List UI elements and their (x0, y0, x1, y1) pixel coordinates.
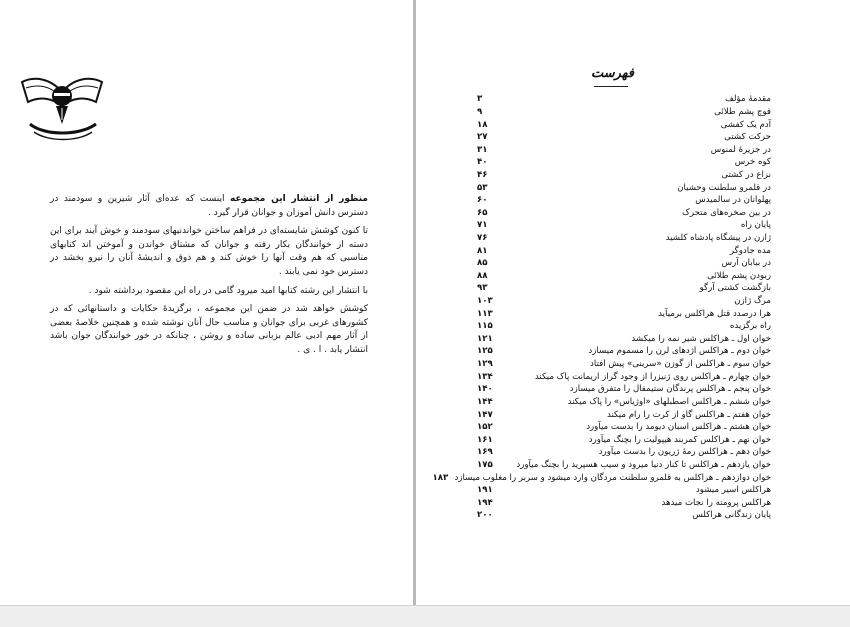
toc-entry-title: خوان ششم ـ هراکلس اصطبلهای «اوژیاس» را پاک میکند (567, 396, 771, 407)
toc-entry-title: در جزیرهٔ لمنوس (710, 144, 771, 155)
toc-entry (477, 131, 771, 144)
toc-entry (432, 471, 771, 484)
toc-entry-page: ۱۹۴ (477, 497, 493, 508)
toc-entry-page: ۵۳ (477, 182, 488, 193)
toc-entry-title: راه برگزیده (729, 321, 771, 332)
toc-entry-title: قوچ پشم طلائی (714, 106, 771, 117)
toc-entry (477, 295, 771, 308)
toc-entry-title: خوان نهم ـ هراکلس کمربند هیپولیت را بچنگ میآورد (588, 434, 771, 445)
introduction-text (50, 193, 368, 363)
toc-entry (477, 118, 771, 131)
toc-entry-page: ۱۴۰ (477, 384, 493, 395)
toc-entry-title: خوان پنجم ـ هراکلس پرندگان ستیمفال را متفرق میسازد (569, 384, 771, 395)
toc-entry-page: ۲۰۰ (477, 510, 493, 521)
toc-entry-page: ۱۰۳ (477, 296, 493, 307)
toc-entry-title: پایان زندگانی هراکلس (692, 510, 771, 521)
toc-entry (477, 169, 771, 182)
toc-entry (477, 459, 771, 472)
toc-entry-page: ۱۱۳ (477, 308, 493, 319)
toc-entry-title: در قلمرو سلطنت وحشیان (677, 182, 771, 193)
intro-paragraph-4: کوشش خواهد شد در ضمن این مجموعه ، برگزیدهٔ حکایات و داستانهائی که در کشورهای غربی برای جوانان و مناسب حال آنان نوشته شده و همچنین خلاصهٔ بعضی از آثار مهم ادبی عالم بزبانی ساده و روشن ، چنانکه در خور خوانندگان جوان باشد انتشار یابد . ا . ی . (50, 304, 368, 355)
toc-entry-page: ۱۲۵ (477, 346, 493, 357)
toc-title-underline (594, 86, 628, 87)
toc-entry-title: حرکت کشتی (724, 132, 771, 143)
publisher-logo (20, 62, 104, 146)
toc-entry (477, 333, 771, 346)
toc-title: فهرست (590, 66, 634, 81)
toc-entry-page: ۱۸ (477, 119, 488, 130)
toc-entry-page: ۳ (477, 94, 483, 105)
toc-entry-title: پهلوانان در سالمیدس (695, 195, 771, 206)
toc-entry (477, 358, 771, 371)
toc-entry-page: ۶۰ (477, 195, 488, 206)
left-page (0, 0, 413, 605)
toc-entry-page: ۱۱۵ (477, 321, 493, 332)
toc-entry-page: ۷۶ (477, 233, 488, 243)
toc-entry-page: ۲۷ (477, 132, 488, 143)
toc-entry (477, 181, 771, 194)
toc-entry (477, 383, 771, 396)
toc-entry (477, 509, 771, 522)
toc-entry-page: ۱۸۳ (432, 472, 449, 483)
toc-entry-title: آدم یک کفشی (720, 119, 771, 130)
toc-entry (477, 270, 771, 283)
toc-entry-page: ۶۵ (477, 207, 488, 218)
toc-entry (477, 282, 771, 295)
toc-entry-page: ۴۶ (477, 169, 488, 180)
toc-entry-page: ۱۲۱ (477, 333, 493, 344)
toc-entry-title: هراکلس پرومته را نجات میدهد (661, 497, 771, 508)
toc-entry (477, 421, 771, 434)
toc-entry-title: ژازن در پیشگاه پادشاه کلشید (665, 233, 771, 243)
toc-entry-title: بازگشت کشتی آرگو (699, 283, 771, 294)
toc-entry-title: در بین صخره‌های متحرک (682, 207, 771, 218)
toc-entry (477, 433, 771, 446)
toc-entry (477, 484, 771, 497)
toc-entry-page: ۹۳ (477, 283, 488, 294)
toc-entry-page: ۱۹۱ (477, 485, 493, 496)
toc-entry-page: ۱۶۱ (477, 434, 493, 445)
intro-paragraph-3: با انتشار این رشته کتابها امید میرود گامی در راه این مقصود برداشته شود . (88, 285, 368, 296)
toc-entry (477, 93, 771, 106)
toc-entry (477, 219, 771, 232)
toc-entry-title: مرگ ژازن (734, 296, 771, 307)
toc-entry (477, 106, 771, 119)
toc-entry-page: ۱۴۷ (477, 409, 493, 420)
toc-entry-title: خوان دوم ـ هراکلس اژدهای لرن را مسموم میسازد (588, 346, 771, 357)
toc-entry (477, 497, 771, 510)
toc-entry (477, 232, 771, 245)
toc-entry (477, 156, 771, 169)
toc-entry-page: ۹ (477, 106, 483, 117)
intro-signature: ا . ی . (297, 344, 322, 355)
toc-entry-page: ۷۱ (477, 220, 488, 231)
intro-paragraph-1: منظور از انتشار این مجموعه اینست که عده‌ای آثار شیرین و سودمند در دسترس دانش آموزان و جوانان قرار گیرد . (50, 194, 368, 218)
toc-entry-title: خوان هشتم ـ هراکلس اسبان دیومد را بدست میآورد (586, 422, 771, 433)
toc-entry-title: هرا درصدد قتل هراکلس برمیآید (658, 308, 771, 319)
toc-entry (477, 244, 771, 257)
toc-entry-title: خوان چهارم ـ هراکلس روی ژنیزرا از وجود گراز اریمانت پاک میکند (534, 371, 771, 382)
toc-entry-page: ۱۶۹ (477, 447, 493, 458)
toc-entry-page: ۴۰ (477, 157, 488, 168)
toc-entry-title: خوان یازدهم ـ هراکلس تا کنار دنیا میرود و سیب هسپرید را بچنگ میآورد (516, 459, 771, 470)
toc-entry-title: ربودن پشم طلائی (707, 270, 771, 281)
toc-entry-title: خوان سوم ـ هراکلس از گوزن «سرینی» پیش افتاد (590, 359, 771, 370)
toc-entry-page: ۳۱ (477, 144, 488, 155)
toc-entry-title: خوان دهم ـ هراکلس رمهٔ ژریون را بدست میآورد (598, 447, 771, 458)
toc-entry (477, 143, 771, 156)
toc-entry (477, 396, 771, 409)
toc-entry (477, 257, 771, 270)
toc-entry (477, 408, 771, 421)
toc-entry (477, 194, 771, 207)
toc-entry-page: ۱۵۲ (477, 422, 493, 433)
toc-entry-title: خوان هفتم ـ هراکلس گاو از کرت را رام میکند (606, 409, 771, 420)
toc-entry-page: ۱۳۴ (477, 371, 493, 382)
toc-entry (477, 345, 771, 358)
viewer-bottom-bar (0, 605, 850, 627)
toc-entry-title: خوان دوازدهم ـ هراکلس به قلمرو سلطنت مردگان وارد میشود و سربر را مغلوب میسازد (454, 472, 771, 483)
intro-paragraph-2: تا کنون کوشش شایسته‌ای در فراهم ساختن خواندنیهای سودمند و خوش آیند برای این دسته از خوانندگان بکار رفته و جوانان که مشتاق خواندن و آموختن اند کتابهای مناسبی که هم وقت آنها را خوش کند و هم ذوق و اندیشهٔ آنان را نیرو بخشد در دسترس خود نمی یابند . (50, 226, 368, 277)
toc-entry-page: ۸۱ (477, 245, 488, 256)
toc-entry (477, 320, 771, 333)
toc-entry (477, 370, 771, 383)
toc-entry-title: مقدمهٔ مؤلف (725, 94, 771, 105)
toc-entry (477, 446, 771, 459)
toc-entry-title: مده جادوگر (729, 245, 771, 256)
toc-entry-page: ۸۵ (477, 258, 488, 269)
toc-entry-page: ۱۴۴ (477, 396, 493, 407)
toc-entry-title: در بیابان آرس (721, 258, 771, 269)
toc-entry-title: هراکلس اسیر میشود (695, 485, 771, 496)
toc-entry-title: کوه خرس (734, 157, 771, 168)
toc-entry-title: پایان راه (740, 220, 771, 231)
toc-entry-page: ۱۲۹ (477, 359, 493, 370)
toc-entry-title: نزاع در کشتی (721, 169, 771, 180)
toc-entry-page: ۱۷۵ (477, 459, 493, 470)
toc-entry (477, 206, 771, 219)
toc-entry-title: خوان اول ـ هراکلس شیر نمه را میکشد (631, 333, 771, 344)
table-of-contents (432, 93, 771, 522)
toc-entry-page: ۸۸ (477, 270, 488, 281)
toc-entry (477, 307, 771, 320)
intro-lead: منظور از انتشار این مجموعه (229, 194, 368, 204)
